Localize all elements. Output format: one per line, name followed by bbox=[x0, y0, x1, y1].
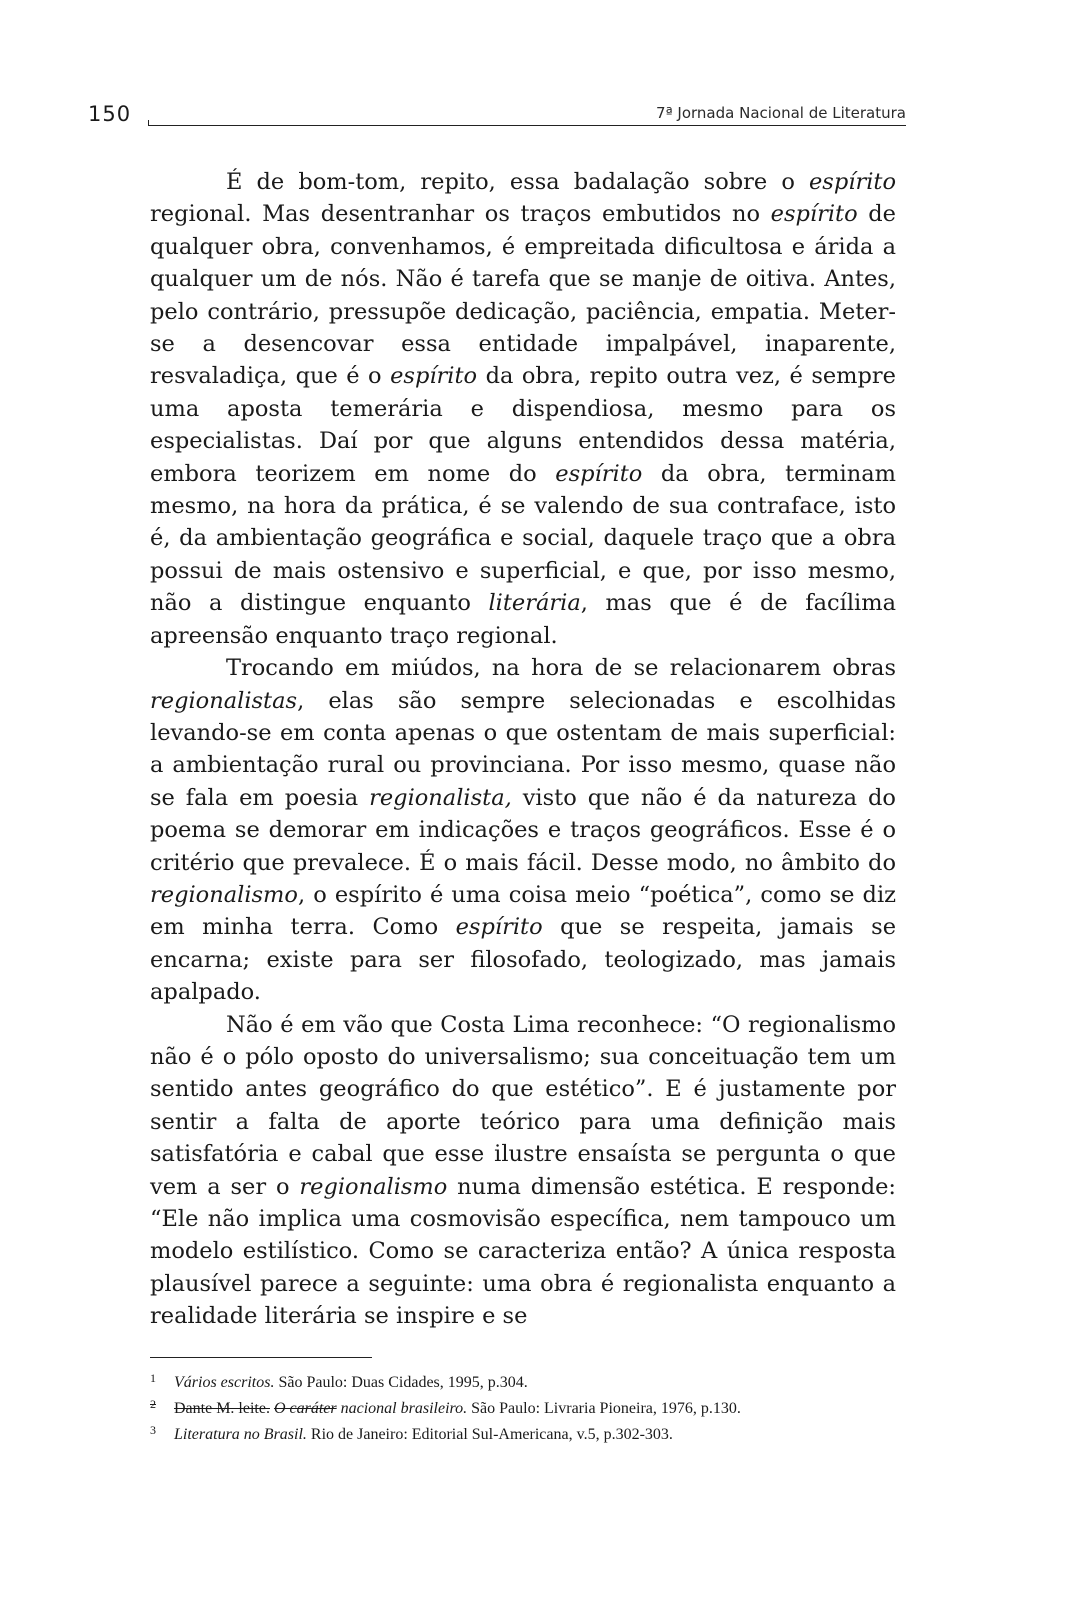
italic-run: literária bbox=[488, 590, 581, 617]
footnote-citation: São Paulo: Duas Cidades, 1995, p.304. bbox=[274, 1374, 528, 1391]
text-run: , elas são sempre selecionadas e escolhidas levando-se em conta apenas o que ostentam de mais superficial: a ambientação rural ou provinciana. Por isso mesmo, quase não se fala em poesia bbox=[150, 687, 896, 811]
footnote-citation: Rio de Janeiro: Editorial Sul-Americana, v.5, p.302-303. bbox=[306, 1426, 673, 1443]
paragraph-1 bbox=[150, 166, 896, 652]
text-run: que se respeita, jamais se encarna; existe para ser filosofado, teologizado, mas jamais apalpado. bbox=[150, 914, 897, 1006]
text-run: , o espírito é uma coisa meio “poética”, como se diz em minha terra. Como bbox=[150, 881, 896, 941]
text-run: Trocando em miúdos, na hora de se relacionarem obras bbox=[226, 655, 896, 682]
footnote-title: nacional brasileiro. bbox=[336, 1400, 468, 1417]
italic-run: regionalista, bbox=[369, 784, 512, 811]
text-run: visto que não é da natureza do poema se demorar em indicações e traços geográficos. Esse é o critério que prevalece. É o mais fácil. Desse modo, no âmbito do bbox=[150, 784, 896, 876]
text-run: É de bom-tom, repito, essa badalação sobre o bbox=[226, 169, 809, 195]
italic-run: espírito bbox=[455, 914, 543, 941]
italic-run: regionalismo bbox=[299, 1173, 448, 1200]
text-run: , mas que é de facílima apreensão enquanto traço regional. bbox=[150, 590, 896, 649]
text-run: Não é em vão que Costa Lima reconhece: “O regionalismo não é o pólo oposto do universalismo; sua conceituação tem um sentido antes geográfico do que estético”. E é justamente por sentir a falta de aporte teórico para uma definição mais satisfatória e cabal que esse ilustre ensaísta se pergunta o que vem a ser o bbox=[150, 1011, 896, 1200]
footnote-separator bbox=[150, 1357, 372, 1358]
italic-run: espírito bbox=[808, 169, 896, 195]
running-title: 7ª Jornada Nacional de Literatura bbox=[656, 104, 906, 122]
text-run: numa dimensão estética. E responde: “Ele não implica uma cosmovisão específica, nem tampouco um modelo estilístico. Como se caracteriza então? A única resposta plausível parece a seguinte: uma obra é regionalista enquanto a realidade literária se inspire e se bbox=[150, 1173, 896, 1330]
footnote-citation: São Paulo: Livraria Pioneira, 1976, p.130. bbox=[467, 1400, 741, 1417]
footnote-1 bbox=[150, 1370, 896, 1396]
text-run: da obra, terminam mesmo, na hora da prática, é se valendo de sua contraface, isto é, da ambientação geográfica e social, daquele traço que a obra possui de mais ostensivo e superficial, e que, por isso mesmo, não a distingue enquanto bbox=[150, 460, 896, 617]
footnote-3 bbox=[150, 1422, 896, 1448]
italic-run: espírito bbox=[390, 363, 478, 390]
text-run: regional. Mas desentranhar os traços embutidos no bbox=[150, 201, 771, 228]
header-rule bbox=[148, 125, 906, 126]
footnote-mark: 2 bbox=[150, 1397, 156, 1411]
footnote-title-struck: O caráter bbox=[273, 1400, 337, 1417]
paragraph-3 bbox=[150, 1009, 896, 1333]
text-run: de qualquer obra, convenhamos, é empreitada dificultosa e árida a qualquer um de nós. Não é tarefa que se manje de oitiva. Antes, pelo contrário, pressupõe dedicação, paciência, empatia. Meter-se a desencovar essa entidade impalpável, inaparente, resvaladiça, que é o bbox=[150, 201, 896, 390]
italic-run: espírito bbox=[770, 201, 858, 228]
footnote-title: Literatura no Brasil. bbox=[174, 1426, 307, 1443]
paragraph-2 bbox=[150, 652, 896, 1008]
footnote-title: Vários escritos. bbox=[174, 1374, 275, 1391]
italic-run: regionalistas bbox=[150, 687, 298, 714]
footnote-mark: 1 bbox=[150, 1371, 156, 1385]
page-header bbox=[80, 98, 906, 128]
footnotes bbox=[150, 1370, 896, 1448]
italic-run: espírito bbox=[555, 460, 643, 487]
page-number: 150 bbox=[88, 102, 132, 126]
footnote-2 bbox=[150, 1396, 896, 1422]
footnote-author: Dante M. leite. bbox=[174, 1400, 270, 1417]
italic-run: regionalismo bbox=[150, 881, 298, 908]
footnote-mark: 3 bbox=[150, 1423, 156, 1437]
body-text bbox=[150, 166, 896, 1333]
text-run: da obra, repito outra vez, é sempre uma aposta temerária e dispendiosa, mesmo para os especialistas. Daí por que alguns entendidos dessa matéria, embora teorizem em nome do bbox=[150, 363, 896, 487]
